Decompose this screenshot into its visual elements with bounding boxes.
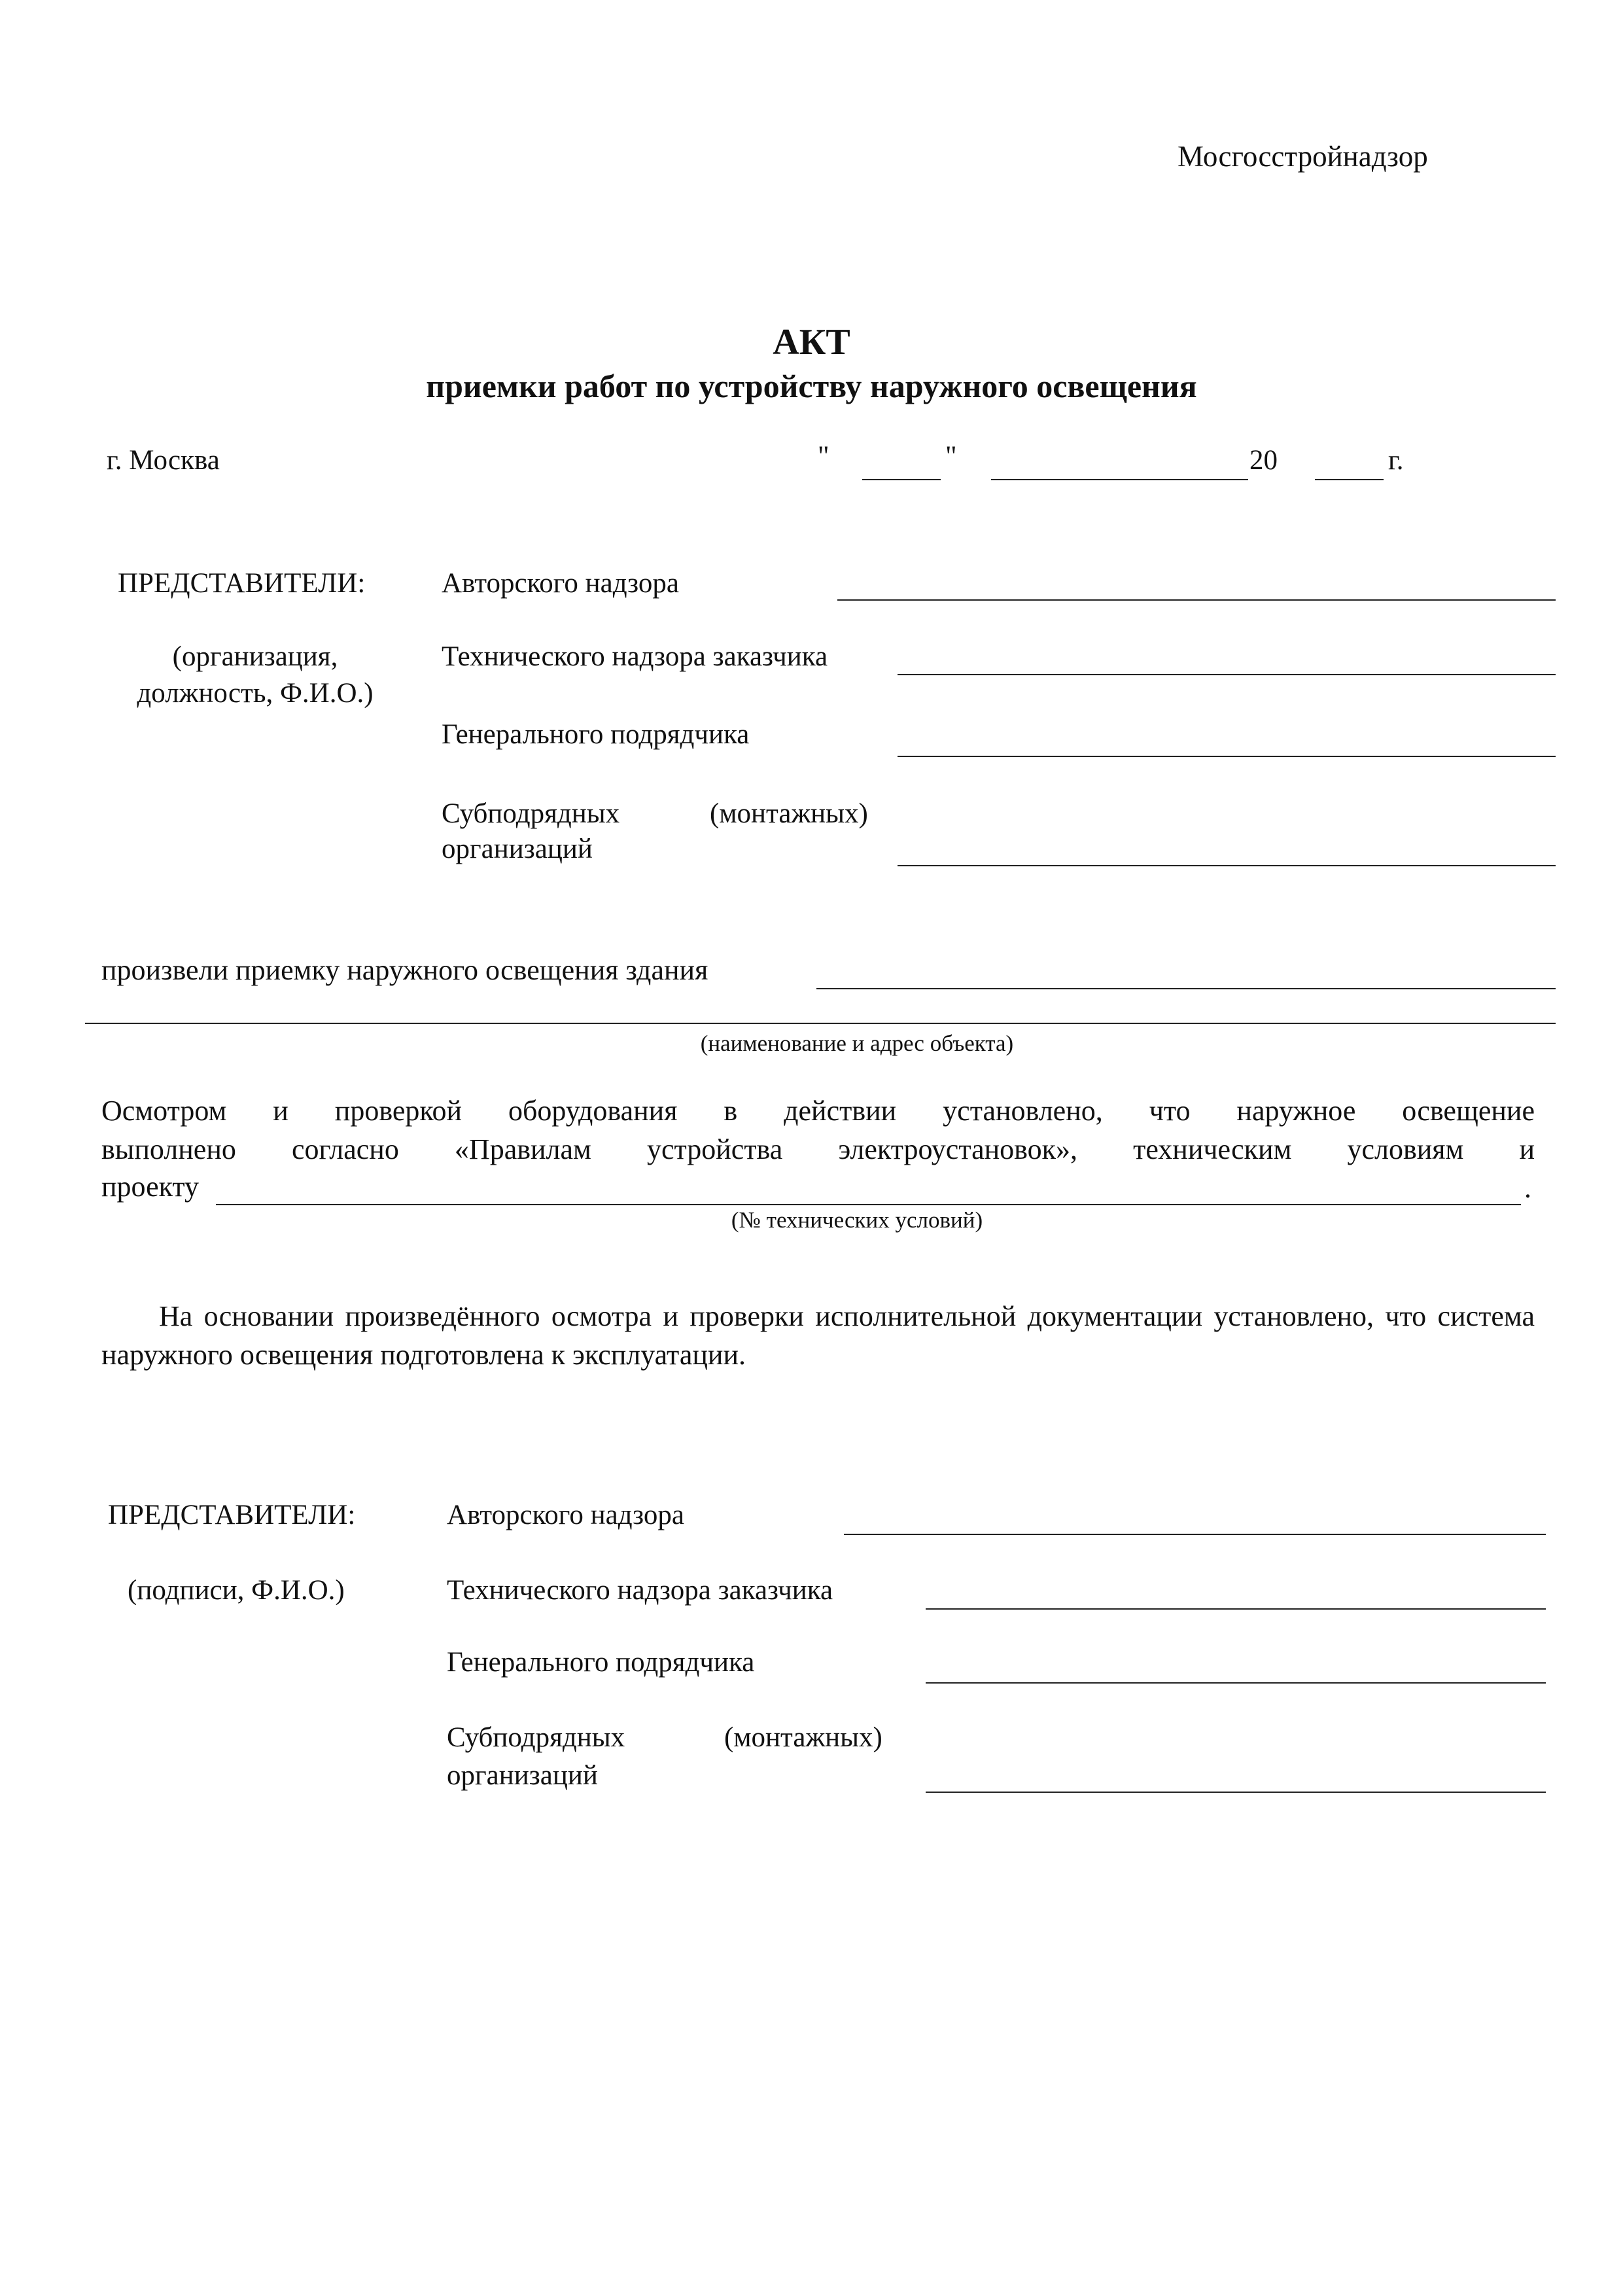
date-year-prefix: 20: [1249, 445, 1278, 476]
document-title: АКТ: [773, 322, 850, 362]
rep-bottom-author-supervision-label: Авторского надзора: [447, 1500, 684, 1530]
representatives-bottom-heading: ПРЕДСТАВИТЕЛИ:: [108, 1500, 356, 1530]
date-day-field[interactable]: [862, 479, 941, 480]
inspection-project-field[interactable]: [216, 1204, 1521, 1205]
date-quote-close: ": [945, 441, 957, 472]
conclusion-paragraph: На основании произведённого осмотра и проверки исполнительной документации установлено, что система наружного освещения подготовлена к эксплуатации.: [101, 1300, 1535, 1371]
rep-top-subcontractor-field[interactable]: [898, 865, 1556, 866]
rep-top-technical-supervision-field[interactable]: [898, 674, 1556, 675]
header-organization: Мосгосстройнадзор: [1178, 140, 1428, 173]
rep-bottom-author-supervision-signature[interactable]: [844, 1534, 1546, 1535]
acceptance-caption: (наименование и адрес объекта): [700, 1031, 1014, 1056]
rep-bottom-subcontractor-word1: Субподрядных: [447, 1722, 625, 1753]
acceptance-object-field-line2[interactable]: [85, 1023, 1556, 1024]
rep-bottom-general-contractor-label: Генерального подрядчика: [447, 1647, 755, 1678]
inspection-line1: Осмотром и проверкой оборудования в действии установлено, что наружное освещение: [101, 1095, 1535, 1127]
rep-top-technical-supervision-label: Технического надзора заказчика: [442, 641, 828, 672]
rep-top-subcontractor-word1: Субподрядных: [442, 798, 620, 829]
inspection-line3-end: .: [1524, 1172, 1531, 1204]
document-subtitle: приемки работ по устройству наружного освещения: [426, 368, 1197, 404]
representatives-bottom-note: (подписи, Ф.И.О.): [128, 1575, 345, 1606]
rep-bottom-subcontractor-word2: (монтажных): [724, 1722, 882, 1753]
city-label: г. Москва: [107, 445, 220, 476]
representatives-note-line2: должность, Ф.И.О.): [137, 678, 374, 709]
rep-bottom-technical-supervision-label: Технического надзора заказчика: [447, 1575, 833, 1606]
inspection-line3-prefix: проекту: [101, 1171, 200, 1203]
date-month-field[interactable]: [991, 479, 1248, 480]
rep-bottom-subcontractor-signature[interactable]: [926, 1792, 1546, 1793]
representatives-heading: ПРЕДСТАВИТЕЛИ:: [118, 568, 366, 599]
rep-bottom-subcontractor-line2: организаций: [447, 1760, 598, 1791]
representatives-note-line1: (организация,: [172, 641, 338, 672]
rep-top-general-contractor-field[interactable]: [898, 756, 1556, 757]
rep-top-general-contractor-label: Генерального подрядчика: [442, 719, 750, 750]
rep-top-subcontractor-word2: (монтажных): [710, 798, 868, 829]
date-quote-open: ": [818, 441, 829, 472]
inspection-line2: выполнено согласно «Правилам устройства электроустановок», техническим условиям и: [101, 1133, 1535, 1165]
date-year-field[interactable]: [1315, 479, 1384, 480]
rep-top-subcontractor-line2: организаций: [442, 834, 593, 864]
rep-top-author-supervision-field[interactable]: [837, 599, 1556, 601]
acceptance-object-field[interactable]: [816, 988, 1556, 989]
acceptance-text: произвели приемку наружного освещения здания: [101, 954, 708, 986]
rep-bottom-general-contractor-signature[interactable]: [926, 1682, 1546, 1684]
inspection-caption: (№ технических условий): [731, 1207, 983, 1233]
rep-top-author-supervision-label: Авторского надзора: [442, 568, 679, 599]
rep-bottom-technical-supervision-signature[interactable]: [926, 1608, 1546, 1610]
date-year-suffix: г.: [1388, 445, 1404, 476]
